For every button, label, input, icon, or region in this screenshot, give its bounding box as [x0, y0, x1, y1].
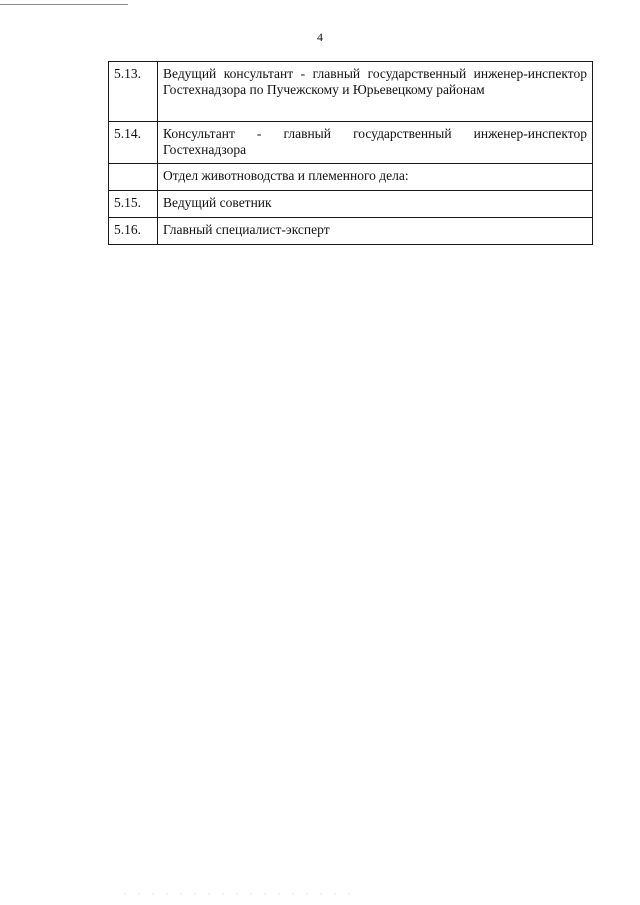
table-row: [109, 122, 593, 164]
position-title: Ведущий консультант - главный государственный инженер-инспектор Гостехнадзора по Пучежскому и Юрьевецкому районам: [158, 62, 593, 122]
table-row: [109, 218, 593, 245]
table-row: [109, 191, 593, 218]
position-title: Ведущий советник: [158, 191, 593, 218]
row-number: [109, 164, 158, 191]
page-number: 4: [317, 30, 323, 44]
table-row: [109, 164, 593, 191]
position-title: Главный специалист-эксперт: [158, 218, 593, 245]
department-heading: Отдел животноводства и племенного дела:: [158, 164, 593, 191]
scan-top-rule: [0, 4, 128, 5]
row-number: 5.14.: [109, 122, 158, 164]
row-number: 5.15.: [109, 191, 158, 218]
scan-artifacts: [118, 893, 358, 895]
row-number: 5.13.: [109, 62, 158, 122]
table-row: [109, 62, 593, 122]
position-title: Консультант - главный государственный инженер-инспектор Гостехнадзора: [158, 122, 593, 164]
positions-table: [108, 61, 593, 245]
row-number: 5.16.: [109, 218, 158, 245]
